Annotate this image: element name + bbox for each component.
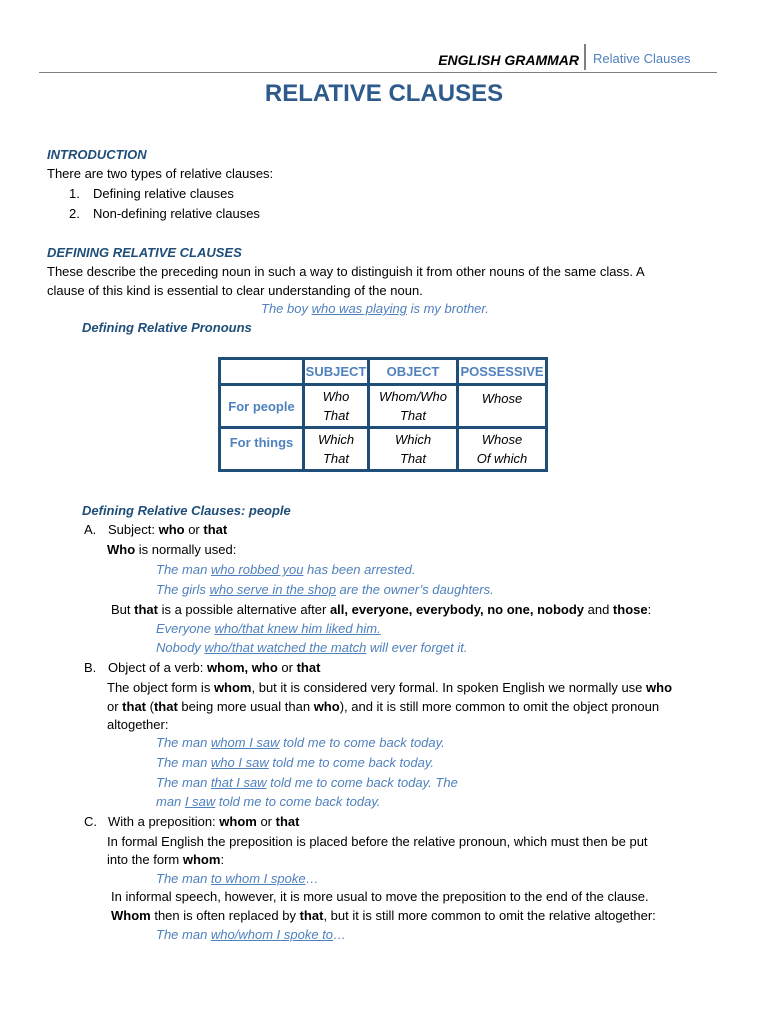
example-clause: who serve in the shop — [209, 582, 336, 597]
cell-line: Whom/Who — [379, 389, 447, 404]
people-heading: Defining Relative Clauses: people — [82, 503, 291, 518]
item-bold: whom — [213, 680, 252, 695]
cell-line: Whose — [481, 432, 523, 447]
list-item-b — [84, 660, 320, 675]
example-text: will ever forget it. — [366, 640, 468, 655]
cell-line: Of which — [476, 451, 528, 466]
item-text: Subject: — [108, 522, 159, 537]
text-line — [107, 680, 672, 695]
example-text: told me to come back today. — [215, 794, 381, 809]
cell-line: Who — [322, 389, 350, 404]
cell-line: Which — [394, 432, 432, 447]
cell-line: That — [399, 408, 426, 423]
item-bold: that — [203, 522, 228, 537]
cell-line: Whose — [481, 391, 523, 406]
example-sentence — [261, 301, 489, 316]
item-bold: that — [122, 699, 147, 714]
table-row — [220, 385, 547, 428]
text-line: In informal speech, however, it is more usual to move the preposition to the end of the clause. — [111, 889, 649, 904]
table-cell — [458, 428, 547, 471]
item-bold: who — [313, 699, 340, 714]
list-text: Non-defining relative clauses — [93, 206, 260, 221]
table-row-label: For people — [220, 385, 304, 428]
text-line — [107, 542, 236, 557]
cell-line: That — [322, 451, 349, 466]
table-header-row — [220, 359, 547, 385]
header-divider — [584, 44, 586, 70]
list-number: B. — [84, 660, 97, 675]
item-text: and — [584, 602, 613, 617]
example-text: has been arrested. — [303, 562, 416, 577]
intro-text: There are two types of relative clauses: — [47, 166, 274, 181]
item-bold: Whom — [111, 908, 151, 923]
example-text: Nobody — [156, 640, 205, 655]
example-clause: who I saw — [210, 755, 269, 770]
example-clause: I saw — [184, 794, 216, 809]
text-line — [107, 699, 659, 714]
table-cell — [369, 428, 458, 471]
table-row-label: For things — [220, 428, 304, 471]
list-item — [69, 206, 260, 221]
example-clause: whom I saw — [210, 735, 280, 750]
example-text: … — [333, 927, 347, 942]
example-text: The man — [156, 871, 211, 886]
example-clause: who/whom I spoke to — [210, 927, 334, 942]
item-bold: all, everyone, everybody, no one, nobody — [329, 602, 584, 617]
example-text: Everyone — [156, 621, 215, 636]
example-sentence — [156, 640, 467, 655]
item-text: being more usual than — [177, 699, 314, 714]
list-number: 2. — [69, 206, 80, 221]
example-sentence — [156, 927, 346, 942]
table-row — [220, 428, 547, 471]
pronouns-heading: Defining Relative Pronouns — [82, 320, 252, 335]
item-text: ), and it is still more common to omit the object pronoun — [339, 699, 660, 714]
item-text: The object form is — [107, 680, 214, 695]
item-text: or — [107, 699, 123, 714]
defining-text-1: These describe the preceding noun in such a way to distinguish it from other nouns of the same class. A — [47, 264, 645, 279]
example-sentence — [156, 775, 458, 790]
list-item-a — [84, 522, 227, 537]
header-title: ENGLISH GRAMMAR — [438, 52, 579, 68]
item-bold: those — [612, 602, 648, 617]
example-clause: who robbed you — [210, 562, 304, 577]
example-clause: that I saw — [210, 775, 267, 790]
example-text: is my brother. — [406, 301, 489, 316]
item-text: Object of a verb: — [108, 660, 207, 675]
item-bold: whom, who — [207, 660, 278, 675]
example-text: The man — [156, 927, 211, 942]
example-text: man — [156, 794, 185, 809]
item-bold: who — [158, 522, 185, 537]
list-number: C. — [84, 814, 97, 829]
item-bold: that — [275, 814, 300, 829]
item-bold: that — [153, 699, 178, 714]
item-text: , but it is still more common to omit the relative altogether: — [323, 908, 656, 923]
item-text: With a preposition: — [108, 814, 220, 829]
text-line: altogether: — [107, 717, 169, 732]
example-sentence — [156, 562, 415, 577]
item-bold: who — [646, 680, 673, 695]
item-text: into the form — [107, 852, 183, 867]
example-sentence — [156, 871, 319, 886]
list-number: A. — [84, 522, 97, 537]
example-clause: who/that watched the match — [204, 640, 367, 655]
defining-text-2: clause of this kind is essential to clear understanding of the noun. — [47, 283, 423, 298]
item-text: then is often replaced by — [150, 908, 300, 923]
example-text: The boy — [261, 301, 312, 316]
defining-heading: DEFINING RELATIVE CLAUSES — [47, 245, 242, 260]
cell-line: Which — [317, 432, 355, 447]
item-text: ( — [146, 699, 154, 714]
example-text: The man — [156, 562, 211, 577]
example-text: … — [305, 871, 319, 886]
table-corner-cell — [220, 359, 304, 385]
item-text: or — [184, 522, 204, 537]
list-number: 1. — [69, 186, 80, 201]
example-sentence — [156, 755, 434, 770]
intro-heading: INTRODUCTION — [47, 147, 147, 162]
item-text: is a possible alternative after — [157, 602, 330, 617]
page-title: RELATIVE CLAUSES — [264, 80, 504, 107]
example-sentence — [156, 582, 494, 597]
item-bold: that — [134, 602, 158, 617]
table-header-subject: SUBJECT — [304, 359, 369, 385]
item-bold: that — [296, 660, 321, 675]
text-line — [111, 908, 656, 923]
table-cell — [369, 385, 458, 428]
pronoun-table — [218, 357, 548, 472]
header-subtitle: Relative Clauses — [593, 51, 691, 66]
example-clause: to whom I spoke — [210, 871, 306, 886]
header-rule — [39, 72, 717, 73]
example-text: are the owner’s daughters. — [335, 582, 494, 597]
example-sentence — [156, 735, 445, 750]
cell-line: That — [399, 451, 426, 466]
item-text: or — [256, 814, 276, 829]
example-clause: who was playing — [311, 301, 407, 316]
item-text: : — [220, 852, 225, 867]
example-clause: who/that knew him liked him. — [214, 621, 381, 636]
example-text: The man — [156, 755, 211, 770]
table-cell — [304, 428, 369, 471]
cell-line: That — [322, 408, 349, 423]
example-sentence — [156, 794, 380, 809]
item-bold: that — [299, 908, 324, 923]
table-cell — [304, 385, 369, 428]
item-bold: whom — [182, 852, 221, 867]
table-header-possessive: POSSESSIVE — [458, 359, 547, 385]
item-text: : — [647, 602, 652, 617]
item-text: or — [277, 660, 297, 675]
example-text: The man — [156, 775, 211, 790]
example-text: The girls — [156, 582, 210, 597]
item-text: , but it is considered very formal. In spoken English we normally use — [251, 680, 647, 695]
example-text: told me to come back today. The — [266, 775, 458, 790]
text-line: In formal English the preposition is placed before the relative pronoun, which must then be put — [107, 834, 648, 849]
list-item-c — [84, 814, 299, 829]
item-text: But — [111, 602, 135, 617]
example-text: told me to come back today. — [268, 755, 434, 770]
example-text: The man — [156, 735, 211, 750]
item-text: is normally used: — [135, 542, 237, 557]
item-bold: Who — [107, 542, 136, 557]
list-item — [69, 186, 234, 201]
text-line — [107, 852, 224, 867]
list-text: Defining relative clauses — [93, 186, 234, 201]
item-bold: whom — [219, 814, 257, 829]
example-text: told me to come back today. — [279, 735, 445, 750]
text-line — [111, 602, 651, 617]
table-header-object: OBJECT — [369, 359, 458, 385]
example-sentence — [156, 621, 381, 636]
table-cell — [458, 385, 547, 428]
